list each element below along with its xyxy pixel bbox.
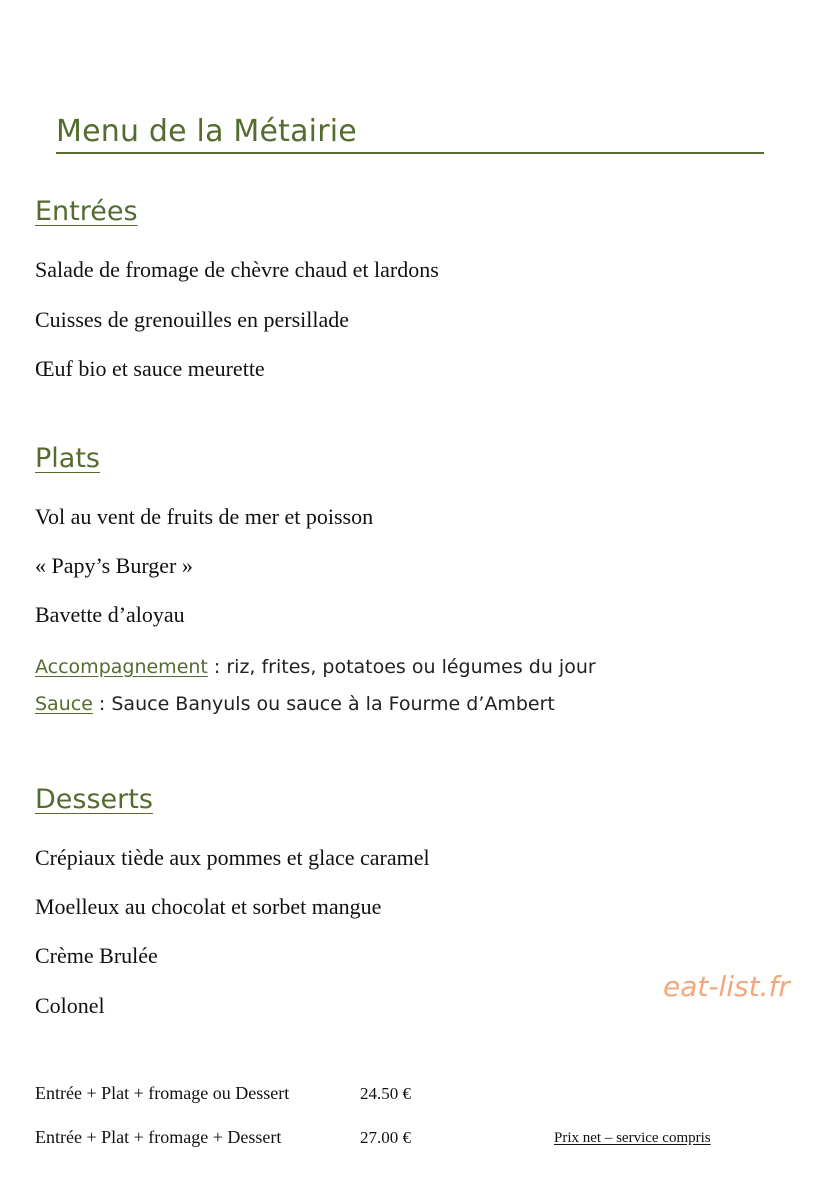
dish-item: Moelleux au chocolat et sorbet mangue (35, 894, 382, 919)
dish-item: Bavette d’aloyau (35, 602, 185, 627)
accompagnement-label: Accompagnement (35, 656, 208, 678)
dish-item: « Papy’s Burger » (35, 553, 193, 578)
section-title-entrees: Entrées (35, 196, 138, 227)
price-note: Prix net – service compris (554, 1130, 711, 1146)
dish-item: Crépiaux tiède aux pommes et glace caramel (35, 845, 430, 870)
watermark: eat-list.fr (663, 970, 790, 1003)
dish-item: Œuf bio et sauce meurette (35, 356, 265, 381)
dish-item: Cuisses de grenouilles en persillade (35, 307, 350, 332)
section-title-desserts: Desserts (35, 784, 153, 815)
dish-item: Colonel (35, 993, 105, 1018)
dish-item: Salade de fromage de chèvre chaud et lardons (35, 257, 439, 282)
formula-label: Entrée + Plat + fromage ou Dessert (35, 1083, 290, 1103)
accompagnement-text: : riz, frites, potatoes ou légumes du jour (207, 656, 596, 678)
sauce-text: : Sauce Banyuls ou sauce à la Fourme d’Ambert (92, 693, 555, 715)
formula-price: 27.00 € (360, 1128, 411, 1147)
dish-item: Vol au vent de fruits de mer et poisson (35, 504, 374, 529)
formula-label: Entrée + Plat + fromage + Dessert (35, 1127, 282, 1147)
dish-item: Crème Brulée (35, 943, 158, 968)
section-title-plats: Plats (35, 443, 100, 474)
formula-price: 24.50 € (360, 1084, 411, 1103)
sauce-line (35, 691, 555, 717)
accompagnement-line (35, 654, 596, 680)
menu-title: Menu de la Métairie (56, 112, 764, 154)
sauce-label: Sauce (35, 693, 93, 715)
